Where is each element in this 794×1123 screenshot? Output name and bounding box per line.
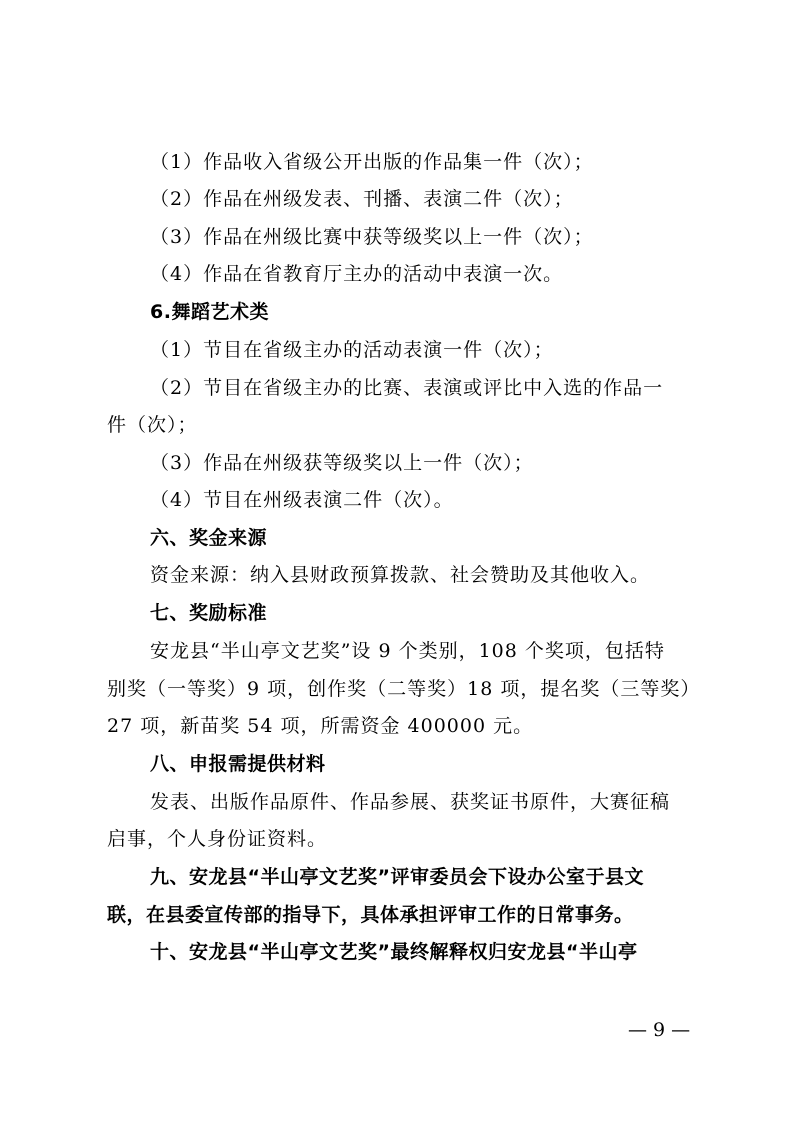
paragraph-line: （1）节目在省级主办的活动表演一件（次）；	[150, 339, 554, 361]
paragraph-line: （3）作品在州级比赛中获等级奖以上一件（次）；	[150, 226, 594, 248]
paragraph-line: 资金来源：纳入县财政预算拨款、社会赞助及其他收入。	[150, 564, 651, 586]
section-heading-award-standard: 七、奖励标准	[150, 602, 268, 624]
paragraph-line: （2）节目在省级主办的比赛、表演或评比中入选的作品一	[150, 377, 664, 399]
paragraph-office-line-2: 联，在县委宣传部的指导下，具体承担评审工作的日常事务。	[107, 904, 634, 926]
paragraph-line: 安龙县“半山亭文艺奖”设 9 个类别，108 个奖项，包括特	[150, 640, 665, 662]
paragraph-line: （4）作品在省教育厅主办的活动中表演一次。	[150, 263, 564, 285]
paragraph-line: 发表、出版作品原件、作品参展、获奖证书原件，大赛征稿	[150, 791, 671, 813]
page-number: — 9 —	[628, 1019, 691, 1041]
section-heading-dance: 6.舞蹈艺术类	[150, 301, 269, 323]
paragraph-line: （2）作品在州级发表、刊播、表演二件（次）；	[150, 188, 574, 210]
section-heading-materials: 八、申报需提供材料	[150, 753, 326, 775]
section-heading-funding-source: 六、奖金来源	[150, 527, 268, 549]
paragraph-line: 别奖（一等奖）9 项，创作奖（二等奖）18 项，提名奖（三等奖）	[107, 678, 701, 700]
paragraph-office-line-1: 九、安龙县“半山亭文艺奖”评审委员会下设办公室于县文	[150, 866, 644, 888]
paragraph-line: （1）作品收入省级公开出版的作品集一件（次）；	[150, 151, 594, 173]
paragraph-interpretation-line: 十、安龙县“半山亭文艺奖”最终解释权归安龙县“半山亭	[150, 941, 638, 963]
paragraph-line: 启事，个人身份证资料。	[107, 828, 328, 850]
paragraph-line: （4）节目在州级表演二件（次）。	[150, 489, 454, 511]
paragraph-line: 27 项，新苗奖 54 项，所需资金 400000 元。	[107, 715, 534, 737]
paragraph-line: （3）作品在州级获等级奖以上一件（次）；	[150, 452, 534, 474]
paragraph-line: 件（次）；	[107, 414, 198, 436]
